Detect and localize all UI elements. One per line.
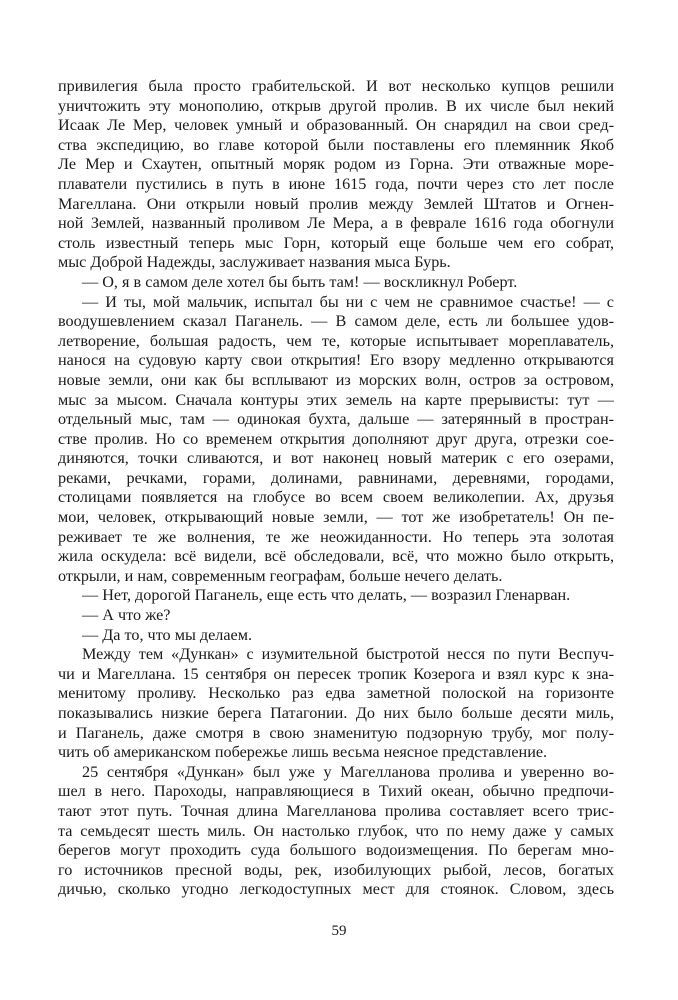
text-line: — А что же? — [82, 606, 171, 625]
text-line: та семьдесят шесть миль. Он настолько глубок, что по нему даже у самых — [58, 821, 614, 840]
page-number: 59 — [331, 923, 347, 939]
text-line: берегов могут проходить суда большого водоизмещения. По берегам мно- — [58, 841, 614, 860]
text-line: плаватели пустились в путь в июне 1615 года, почти через сто лет после — [58, 174, 614, 193]
text-line: диняются, точки сливаются, и вот наконец новый материк с его озерами, — [58, 449, 614, 468]
text-line: — О, я в самом деле хотел бы быть там! — воскликнул Роберт. — [82, 272, 518, 291]
text-line: нанося на судовую карту свои открытия! Его взору медленно открываются — [58, 351, 614, 370]
text-line: Между тем «Дункан» с изумительной быстротой несся по пути Веспуч- — [82, 645, 614, 664]
text-line: дичью, сколько угодно легкодоступных мест для стоянок. Словом, здесь — [58, 880, 614, 899]
text-line: тают этот путь. Точная длина Магелланова пролива составляет всего трис- — [58, 801, 614, 820]
text-line: Ле Мер и Схаутен, опытный моряк родом из Горна. Эти отважные море- — [58, 155, 614, 174]
text-line: жила оскудела: всё видели, всё обследовали, всё, что можно было открыть, — [58, 547, 614, 566]
text-line: и Паганель, даже смотря в свою знаменитую подзорную трубу, мог полу- — [58, 723, 614, 742]
text-line: мыс за мысом. Сначала контуры этих земель на карте прерывисты: тут — — [58, 390, 614, 409]
text-line: 25 сентября «Дункан» был уже у Магелланова пролива и уверенно во- — [82, 762, 614, 781]
text-line: новые земли, они как бы всплывают из морских волн, остров за островом, — [58, 370, 614, 389]
text-line: мои, человек, открывающий новые земли, — тот же изобретатель! Он пе- — [58, 508, 614, 527]
text-line: отдельный мыс, там — одинокая бухта, дальше — затерянный в простран- — [58, 410, 614, 429]
text-line: летворение, большая радость, чем те, которые испытывает мореплаватель, — [58, 331, 614, 350]
text-line: мыс Доброй Надежды, заслуживает названия мыса Бурь. — [58, 253, 451, 272]
text-line: Исаак Ле Мер, человек умный и образованный. Он снарядил на свои сред- — [58, 116, 614, 135]
page-text — [58, 77, 614, 957]
text-line: шел в него. Пароходы, направляющиеся в Тихий океан, обычно предпочи- — [58, 782, 614, 801]
text-line: Магеллана. Они открыли новый пролив между Землей Штатов и Огнен- — [58, 194, 614, 213]
text-line: — Нет, дорогой Паганель, еще есть что делать, — возразил Гленарван. — [82, 586, 571, 605]
text-line: показывались низкие берега Патагонии. До них было больше десяти миль, — [58, 704, 614, 722]
text-line: — Да то, что мы делаем. — [82, 625, 253, 644]
text-line: уничтожить эту монополию, открыв другой пролив. В их числе был некий — [58, 96, 614, 115]
text-line: ства экспедицию, во главе которой были поставлены его племянник Якоб — [58, 135, 614, 154]
text-line: столь известный теперь мыс Горн, который еще больше чем его собрат, — [58, 233, 614, 252]
text-line: менитому проливу. Несколько раз едва заметной полоской на горизонте — [58, 684, 614, 703]
text-line: столицами появляется на глобусе во всем своем великолепии. Ах, друзья — [58, 488, 614, 507]
text-line: открыли, и нам, современным географам, больше нечего делать. — [58, 566, 503, 585]
text-line: чить об американском побережье лишь весьма неясное представление. — [58, 743, 548, 762]
text-line: привилегия была просто грабительской. И вот несколько купцов решили — [58, 77, 614, 95]
text-line: воодушевлением сказал Паганель. — В самом деле, есть ли большее удов- — [58, 312, 614, 331]
text-line: реживает те же волнения, те же неожиданности. Но теперь эта золотая — [58, 527, 614, 546]
text-line: стве пролив. Но со временем открытия дополняют друг друга, отрезки сое- — [58, 429, 614, 448]
text-line: — И ты, мой мальчик, испытал бы ни с чем не сравнимое счастье! — с — [82, 292, 614, 311]
text-line: ной Землей, названный проливом Ле Мера, а в феврале 1616 года обогнули — [58, 214, 614, 233]
text-line: чи и Магеллана. 15 сентября он пересек тропик Козерога и взял курс к зна- — [58, 664, 614, 683]
text-line: реками, речками, горами, долинами, равнинами, деревнями, городами, — [58, 468, 614, 487]
text-line: го источников пресной воды, рек, изобилующих рыбой, лесов, богатых — [58, 860, 614, 879]
